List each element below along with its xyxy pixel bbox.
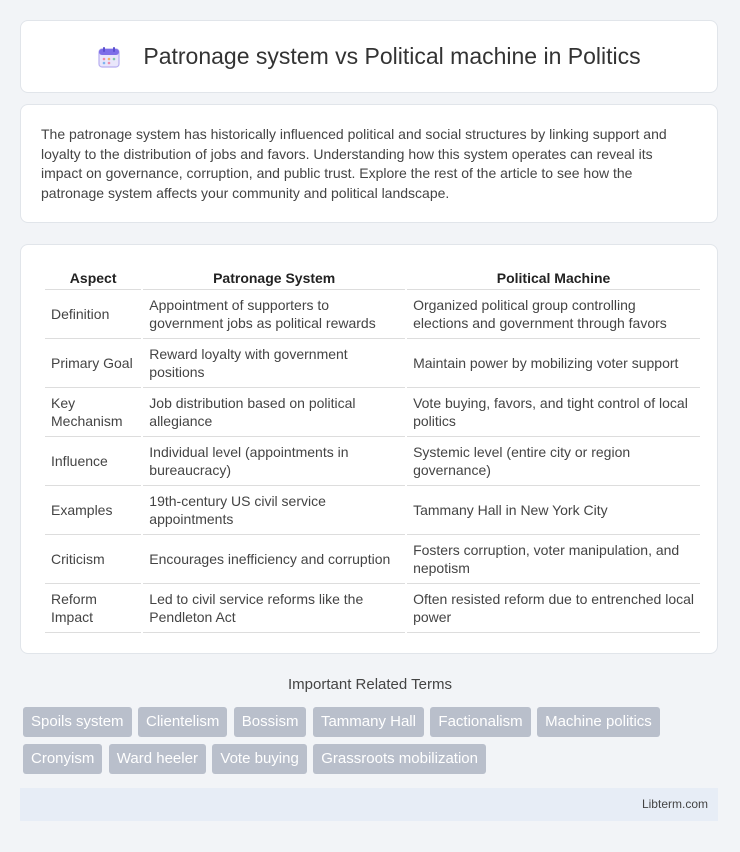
cell-machine: Fosters corruption, voter manipulation, and nepotism: [407, 535, 700, 584]
related-terms-title: Important Related Terms: [288, 676, 452, 693]
table-row: [45, 584, 700, 633]
footer: [20, 788, 718, 821]
footer-site-link[interactable]: Libterm.com: [641, 797, 708, 811]
term-chip[interactable]: Machine politics: [537, 707, 660, 737]
cell-aspect: Examples: [45, 486, 141, 535]
cell-machine: Tammany Hall in New York City: [407, 486, 700, 535]
table-row: [45, 486, 700, 535]
header-aspect: Aspect: [45, 265, 141, 290]
cell-patronage: Led to civil service reforms like the Pendleton Act: [143, 584, 405, 633]
term-chip[interactable]: Vote buying: [212, 744, 306, 774]
cell-machine: Organized political group controlling elections and government through favors: [407, 290, 700, 339]
cell-machine: Vote buying, favors, and tight control of local politics: [407, 388, 700, 437]
cell-patronage: Job distribution based on political allegiance: [143, 388, 405, 437]
cell-aspect: Definition: [45, 290, 141, 339]
table-row: [45, 535, 700, 584]
related-terms-list: [23, 707, 723, 781]
cell-aspect: Reform Impact: [45, 584, 141, 633]
term-chip[interactable]: Clientelism: [138, 707, 227, 737]
cell-patronage: Reward loyalty with government positions: [143, 339, 405, 388]
cell-machine: Maintain power by mobilizing voter support: [407, 339, 700, 388]
page-title: Patronage system vs Political machine in Politics: [143, 43, 641, 69]
cell-machine: Systemic level (entire city or region governance): [407, 437, 700, 486]
cell-patronage: Individual level (appointments in bureaucracy): [143, 437, 405, 486]
cell-aspect: Criticism: [45, 535, 141, 584]
cell-patronage: Encourages inefficiency and corruption: [143, 535, 405, 584]
table-row: [45, 339, 700, 388]
table-row: [45, 290, 700, 339]
cell-patronage: Appointment of supporters to government jobs as political rewards: [143, 290, 405, 339]
table-row: [45, 437, 700, 486]
table-header-row: [45, 265, 700, 290]
cell-aspect: Primary Goal: [45, 339, 141, 388]
term-chip[interactable]: Cronyism: [23, 744, 102, 774]
cell-machine: Often resisted reform due to entrenched local power: [407, 584, 700, 633]
comparison-card: [20, 244, 718, 654]
intro-text: The patronage system has historically influenced political and social structures by linking support and loyalty to the distribution of jobs and favors. Understanding how this system operates can reveal its impact on governance, corruption, and public trust. Explore the rest of the article to see how the patronage system affects your community and political landscape.: [41, 126, 667, 201]
cell-aspect: Influence: [45, 437, 141, 486]
term-chip[interactable]: Spoils system: [23, 707, 132, 737]
title-card: [20, 20, 718, 93]
cell-patronage: 19th-century US civil service appointments: [143, 486, 405, 535]
term-chip[interactable]: Factionalism: [430, 707, 530, 737]
table-row: [45, 388, 700, 437]
intro-card: [20, 104, 718, 223]
term-chip[interactable]: Grassroots mobilization: [313, 744, 486, 774]
term-chip[interactable]: Ward heeler: [109, 744, 206, 774]
term-chip[interactable]: Tammany Hall: [313, 707, 424, 737]
header-machine: Political Machine: [407, 265, 700, 290]
cell-aspect: Key Mechanism: [45, 388, 141, 437]
calendar-icon: [97, 45, 121, 69]
comparison-table: [43, 265, 702, 633]
header-patronage: Patronage System: [143, 265, 405, 290]
term-chip[interactable]: Bossism: [234, 707, 307, 737]
